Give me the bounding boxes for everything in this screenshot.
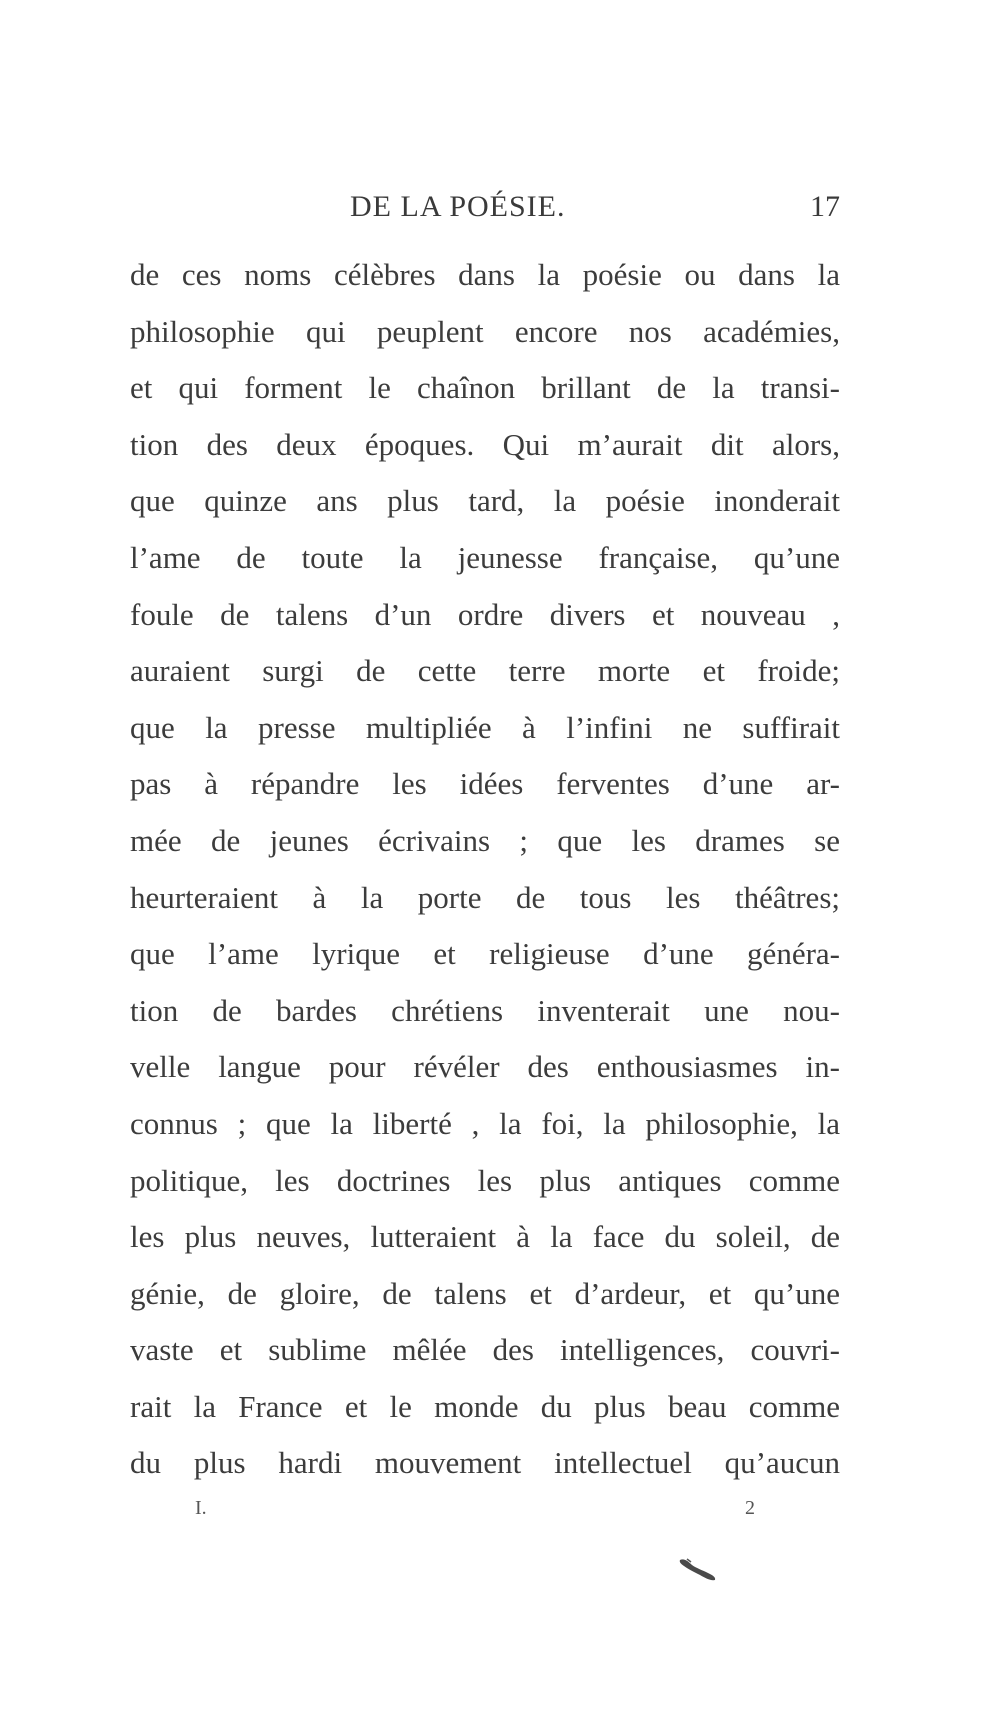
text-line: de ces noms célèbres dans la poésie ou dans la [130,257,840,292]
text-line: génie, de gloire, de talens et d’ardeur, et qu’une [130,1275,840,1311]
signature-mark-right: 2 [745,1497,755,1519]
text-line: mée de jeunes écrivains ; que les drames se [130,822,840,858]
text-line: et qui forment le chaînon brillant de la transi- [130,370,840,406]
page-number: 17 [810,190,840,223]
text-line: tion de bardes chrétiens inventerait une nou- [130,992,840,1028]
text-line: auraient surgi de cette terre morte et froide; [130,653,840,689]
signature-line [195,1497,755,1527]
text-line: du plus hardi mouvement intellectuel qu’aucun [130,1445,840,1481]
text-line: velle langue pour révéler des enthousiasmes in- [130,1049,840,1085]
text-line: philosophie qui peuplent encore nos académies, [130,313,840,349]
text-line: l’ame de toute la jeunesse française, qu’une [130,539,840,575]
text-line: vaste et sublime mêlée des intelligences, couvri- [130,1332,840,1368]
text-line: les plus neuves, lutteraient à la face du soleil, de [130,1219,840,1255]
text-line: que quinze ans plus tard, la poésie inonderait [130,483,840,519]
text-line: heurteraient à la porte de tous les théâtres; [130,879,840,915]
text-line: tion des deux époques. Qui m’aurait dit alors, [130,426,840,462]
text-line: pas à répandre les idées ferventes d’une ar- [130,766,840,802]
text-line: connus ; que la liberté , la foi, la philosophie, la [130,1105,840,1141]
text-line: que l’ame lyrique et religieuse d’une généra- [130,936,840,972]
body-text [130,247,840,1492]
signature-mark-left: I. [195,1497,207,1519]
text-line: que la presse multipliée à l’infini ne suffirait [130,709,840,745]
running-title: DE LA POÉSIE. [350,190,566,223]
text-line: foule de talens d’un ordre divers et nouveau , [130,596,840,632]
ink-blot-mark [678,1556,718,1582]
running-head [130,190,840,230]
text-line: politique, les doctrines les plus antiques comme [130,1162,840,1198]
text-line: rait la France et le monde du plus beau comme [130,1388,840,1424]
